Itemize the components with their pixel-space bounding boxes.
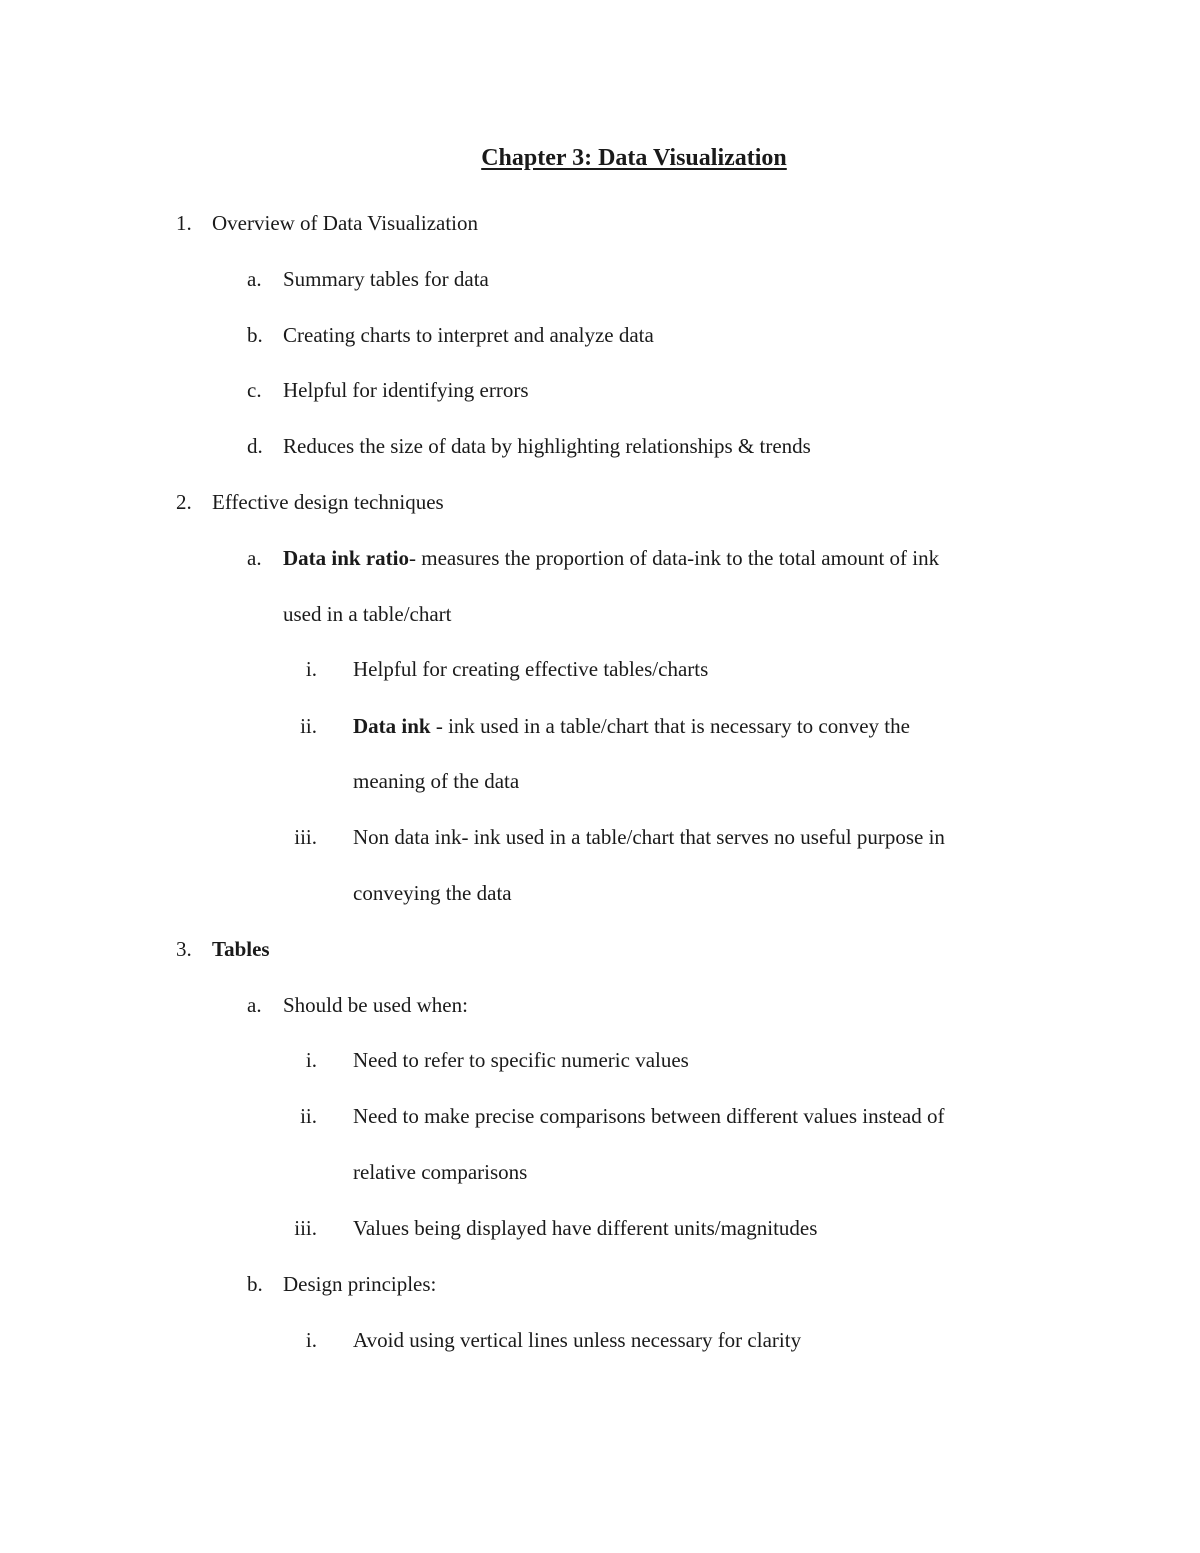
section-marker: 3. bbox=[176, 937, 192, 961]
term-bold: Data ink ratio bbox=[283, 546, 409, 570]
item-marker: a. bbox=[247, 267, 262, 291]
item-marker: a. bbox=[247, 993, 262, 1017]
definition-text: - measures the proportion of data-ink to the total amount of ink bbox=[409, 546, 940, 570]
definition-continuation: relative comparisons bbox=[353, 1160, 528, 1184]
item-marker: a. bbox=[247, 546, 262, 570]
item-marker: b. bbox=[247, 323, 263, 347]
list-item: Creating charts to interpret and analyze data bbox=[283, 323, 654, 347]
definition-continuation: conveying the data bbox=[353, 881, 512, 905]
list-item: Helpful for identifying errors bbox=[283, 378, 529, 402]
section-marker: 2. bbox=[176, 490, 192, 514]
section-marker: 1. bbox=[176, 211, 192, 235]
list-item: Design principles: bbox=[283, 1272, 437, 1296]
definition-continuation: used in a table/chart bbox=[283, 602, 452, 626]
item-marker: b. bbox=[247, 1272, 263, 1296]
list-item: Summary tables for data bbox=[283, 267, 489, 291]
section-heading: Tables bbox=[212, 937, 270, 961]
sub-list-item: Need to make precise comparisons between different values instead of bbox=[353, 1104, 945, 1128]
sub-list-item bbox=[353, 713, 910, 739]
subitem-marker: iii. bbox=[294, 1216, 317, 1240]
list-item: Should be used when: bbox=[283, 993, 468, 1017]
sub-list-item: Helpful for creating effective tables/charts bbox=[353, 657, 709, 681]
item-marker: d. bbox=[247, 434, 263, 458]
subitem-marker: ii. bbox=[300, 1104, 317, 1128]
section-heading: Effective design techniques bbox=[212, 490, 444, 514]
definition-continuation: meaning of the data bbox=[353, 769, 520, 793]
sub-list-item: Avoid using vertical lines unless necessary for clarity bbox=[353, 1328, 802, 1352]
definition-text: - ink used in a table/chart that is necessary to convey the bbox=[430, 714, 910, 738]
subitem-marker: iii. bbox=[294, 825, 317, 849]
list-item bbox=[283, 545, 939, 571]
subitem-marker: i. bbox=[305, 1048, 317, 1072]
subitem-marker: i. bbox=[305, 1328, 317, 1352]
subitem-marker: i. bbox=[305, 657, 317, 681]
sub-list-item: Need to refer to specific numeric values bbox=[353, 1048, 689, 1072]
sub-list-item: Non data ink- ink used in a table/chart that serves no useful purpose in bbox=[353, 825, 945, 849]
section-heading: Overview of Data Visualization bbox=[212, 211, 479, 235]
page-title: Chapter 3: Data Visualization bbox=[481, 145, 787, 171]
list-item: Reduces the size of data by highlighting relationships & trends bbox=[283, 434, 811, 458]
subitem-marker: ii. bbox=[300, 714, 317, 738]
sub-list-item: Values being displayed have different units/magnitudes bbox=[353, 1216, 818, 1240]
item-marker: c. bbox=[247, 378, 262, 402]
term-bold: Data ink bbox=[353, 714, 431, 738]
